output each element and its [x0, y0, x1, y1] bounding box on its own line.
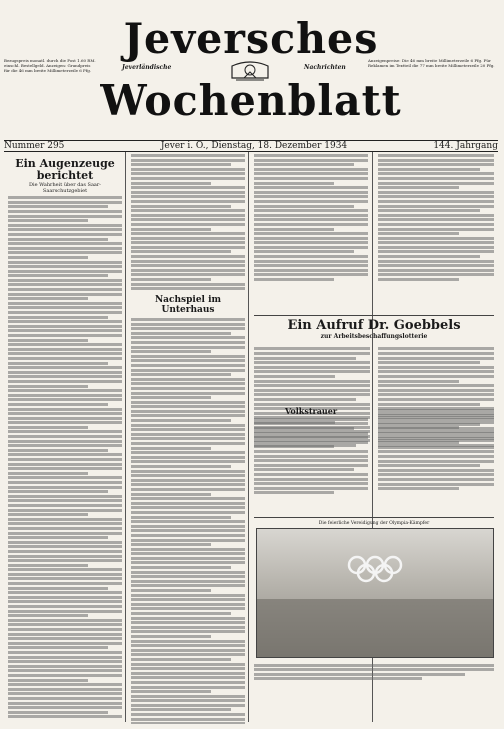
column-4-mid	[378, 407, 494, 492]
column-3-top	[254, 152, 368, 283]
masthead	[4, 8, 498, 125]
column-1	[8, 152, 122, 724]
article-subtitle: Die Wahrheit über das Saar-Saarschutzgebiet	[29, 182, 101, 194]
place-date: Jever i. O., Dienstag, 18. Dezember 1934	[160, 141, 348, 151]
issue-number: Nummer 295	[4, 141, 65, 151]
photo-block	[254, 514, 494, 526]
volume: 144. Jahrgang	[433, 141, 498, 151]
subtitle-left: Jeverländische	[122, 64, 172, 71]
olympic-rings-icon	[257, 529, 493, 657]
right-notice: Anzeigenpreise: Die 46 mm breite Millimeterzeile 6 Pfg. Für Reklamen im Textteil die 77 mm breite Millimeterzeile 20 Pfg.	[368, 58, 495, 68]
article-body	[131, 154, 245, 290]
column-4-top	[378, 152, 494, 283]
left-notice: Bezugspreis monatl. durch die Post 1.60 RM. einschl. Bestellgeld. Anzeigen: Grundpreis für die 46 mm breite Millimeterzeile 6 Pfg.	[4, 58, 96, 73]
subtitle-right: Nachrichten	[304, 64, 346, 71]
article-title: Nachspiel im Unterhaus	[154, 295, 222, 316]
article-title: Ein Augenzeuge berichtet	[15, 157, 115, 183]
article-body	[131, 318, 245, 724]
volkstrauer-article	[254, 407, 368, 496]
dateline	[4, 140, 498, 152]
column-rule	[248, 152, 249, 722]
crest-icon	[226, 60, 274, 82]
divider	[254, 315, 494, 316]
news-photo	[256, 528, 494, 658]
photo-caption: Die feierliche Vereidigung der Olympia-Kämpfer	[318, 521, 430, 526]
column-2	[131, 152, 245, 724]
photo-description	[254, 662, 494, 682]
article-body	[378, 154, 494, 281]
article-subtitle: zur Arbeitsbeschaffungslotterie	[320, 333, 428, 341]
columns-3-4	[254, 152, 494, 724]
article-body	[254, 154, 368, 281]
article-title: Ein Aufruf Dr. Goebbels	[287, 318, 461, 333]
article-title: Volkstrauer	[284, 406, 338, 416]
newspaper-title: Jeversches Wochenblatt	[100, 14, 402, 125]
article-body	[8, 196, 122, 718]
column-rule	[125, 152, 126, 722]
